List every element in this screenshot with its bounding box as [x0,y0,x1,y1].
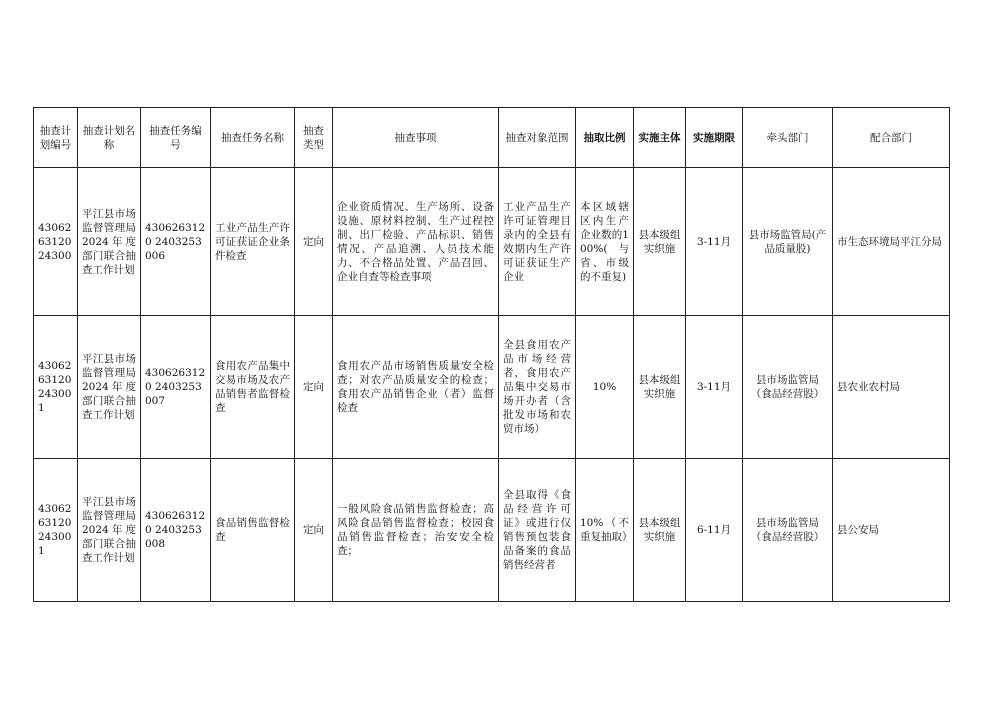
header-coop: 配合部门 [833,108,950,168]
cell-period: 3-11月 [686,316,743,459]
cell-items: 食用农产品市场销售质量安全检查；对农产品质量安全的检查；食用农产品销售企业（者）监督检查 [333,316,499,459]
header-items: 抽查事项 [333,108,499,168]
cell-ratio: 本区域辖区内生产企业数的100%(与省、市级的不重复) [576,168,634,316]
cell-scope: 工业产品生产许可证管理目录内的全县有效期内生产许可证获证生产企业 [499,168,576,316]
cell-plan-no: 4306263120 24300 [34,168,78,316]
cell-subject: 县本级组实织施 [634,168,686,316]
table-row [34,168,950,316]
header-plan-name: 抽查计划名称 [78,108,141,168]
table-row [34,459,950,602]
cell-type: 定向 [295,316,333,459]
cell-plan-name: 平江县市场监督管理局2024年度部门联合抽查工作计划 [78,168,141,316]
header-type: 抽查类型 [295,108,333,168]
cell-task-name: 食用农产品集中交易市场及农产品销售者监督检查 [211,316,295,459]
table-row [34,316,950,459]
cell-task-no: 4306263120 2403253006 [141,168,211,316]
header-ratio: 抽取比例 [576,108,634,168]
header-period: 实施期限 [686,108,743,168]
header-task-name: 抽查任务名称 [211,108,295,168]
cell-lead: 县市场监管局（食品经营股） [743,459,833,602]
cell-task-no: 4306263120 2403253008 [141,459,211,602]
inspection-plan-page [33,107,950,602]
cell-period: 3-11月 [686,168,743,316]
inspection-plan-table [33,107,950,602]
cell-ratio: 10%（不重复抽取） [576,459,634,602]
cell-items: 企业资质情况、生产场所、设备设施、原材料控制、生产过程控制、出厂检验、产品标识、销售情况、产品追溯、人员技术能力、不合格品处置、产品召回、企业自查等检查事项 [333,168,499,316]
header-scope: 抽查对象范围 [499,108,576,168]
cell-plan-name: 平江县市场监督管理局2024年度部门联合抽查工作计划 [78,459,141,602]
header-row [34,108,950,168]
cell-type: 定向 [295,459,333,602]
cell-coop: 县农业农村局 [833,316,950,459]
header-plan-no: 抽查计划编号 [34,108,78,168]
cell-coop: 市生态环境局平江分局 [833,168,950,316]
cell-plan-no: 4306263120 243001 [34,316,78,459]
cell-subject: 县本级组实织施 [634,459,686,602]
cell-lead: 县市场监管局(产品质量股) [743,168,833,316]
cell-plan-no: 4306263120 243001 [34,459,78,602]
cell-task-no: 4306263120 2403253007 [141,316,211,459]
header-lead: 牵头部门 [743,108,833,168]
cell-task-name: 工业产品生产许可证获证企业条件检查 [211,168,295,316]
cell-items: 一般风险食品销售监督检查；高风险食品销售监督检查；校园食品销售监督检查；治安安全检查； [333,459,499,602]
cell-period: 6-11月 [686,459,743,602]
header-subject: 实施主体 [634,108,686,168]
cell-plan-name: 平江县市场监督管理局2024年度部门联合抽查工作计划 [78,316,141,459]
cell-type: 定向 [295,168,333,316]
cell-scope: 全县取得《食品经营许可证》或进行仅销售预包装食品备案的食品销售经营者 [499,459,576,602]
cell-coop: 县公安局 [833,459,950,602]
cell-subject: 县本级组实织施 [634,316,686,459]
cell-lead: 县市场监管局（食品经营股） [743,316,833,459]
cell-scope: 全县食用农产品市场经营者，食用农产品集中交易市场开办者（含批发市场和农贸市场） [499,316,576,459]
cell-task-name: 食品销售监督检查 [211,459,295,602]
header-task-no: 抽查任务编号 [141,108,211,168]
cell-ratio: 10% [576,316,634,459]
